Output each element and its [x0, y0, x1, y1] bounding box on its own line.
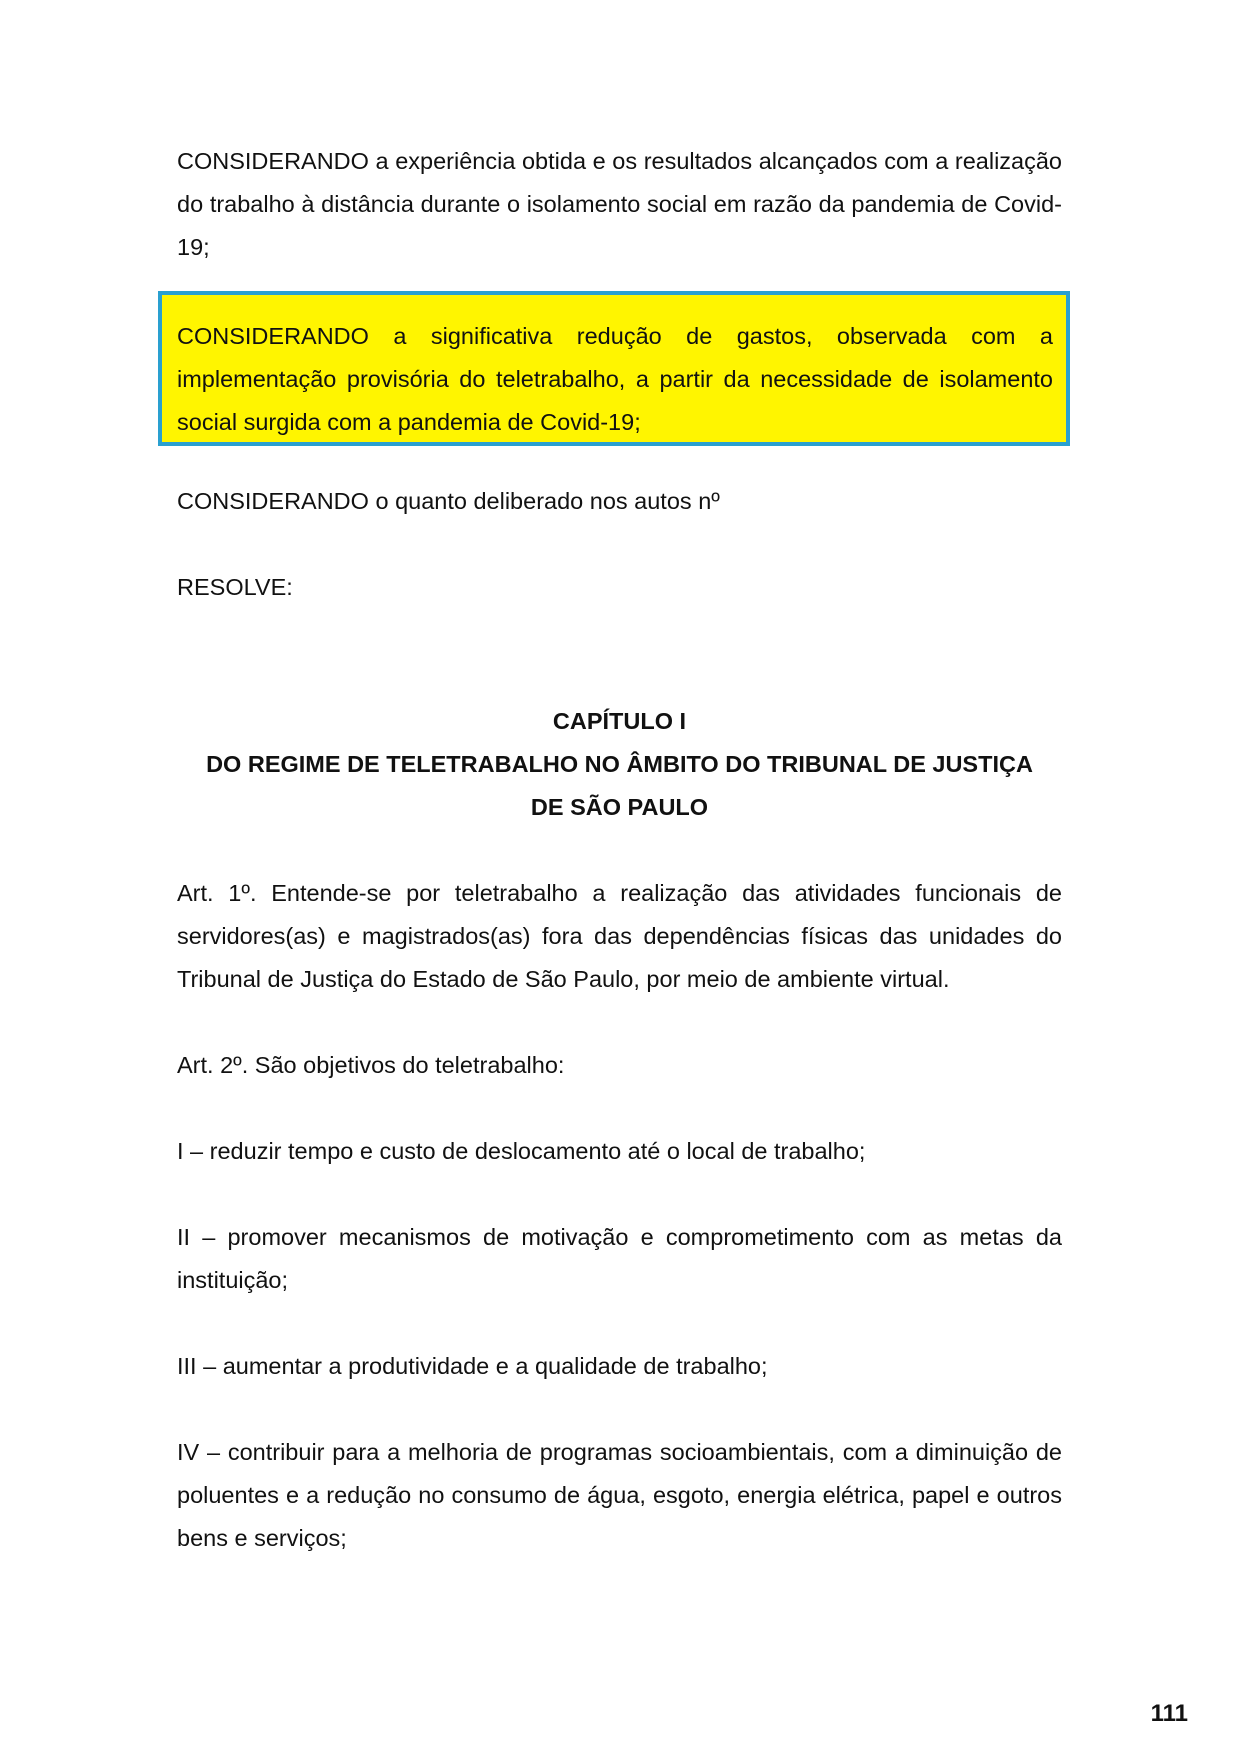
page-number: 111 — [1150, 1700, 1188, 1727]
article-2: Art. 2º. São objetivos do teletrabalho: — [177, 1052, 565, 1078]
chapter-title-line-2: DE SÃO PAULO — [530, 794, 709, 820]
article-2-item-ii: II – promover mecanismos de motivação e comprometimento com as metas da instituição; — [177, 1224, 1062, 1293]
paragraph-resolve: RESOLVE: — [177, 574, 293, 600]
article-2-item-i: I – reduzir tempo e custo de deslocamento até o local de trabalho; — [177, 1138, 866, 1164]
chapter-number-heading: CAPÍTULO I — [552, 708, 687, 734]
highlighted-paragraph-box — [158, 291, 1070, 446]
article-2-item-iv: IV – contribuir para a melhoria de programas socioambientais, com a diminuição de poluentes e a redução no consumo de água, esgoto, energia elétrica, papel e outros bens e serviços; — [177, 1439, 1062, 1551]
paragraph-considerando-deliberado: CONSIDERANDO o quanto deliberado nos autos nº — [177, 488, 720, 514]
chapter-title-line-1: DO REGIME DE TELETRABALHO NO ÂMBITO DO TRIBUNAL DE JUSTIÇA — [206, 751, 1033, 777]
paragraph-considerando-experiencia: CONSIDERANDO a experiência obtida e os resultados alcançados com a realização do trabalho à distância durante o isolamento social em razão da pandemia de Covid-19; — [177, 148, 1062, 260]
article-2-item-iii: III – aumentar a produtividade e a qualidade de trabalho; — [177, 1353, 768, 1379]
article-1: Art. 1º. Entende-se por teletrabalho a realização das atividades funcionais de servidores(as) e magistrados(as) fora das dependências físicas das unidades do Tribunal de Justiça do Estado de São Paulo, por meio de ambiente virtual. — [177, 880, 1062, 992]
paragraph-considerando-reducao-gastos: CONSIDERANDO a significativa redução de gastos, observada com a implementação provisória do teletrabalho, a partir da necessidade de isolamento social surgida com a pandemia de Covid-19; — [177, 323, 1053, 435]
